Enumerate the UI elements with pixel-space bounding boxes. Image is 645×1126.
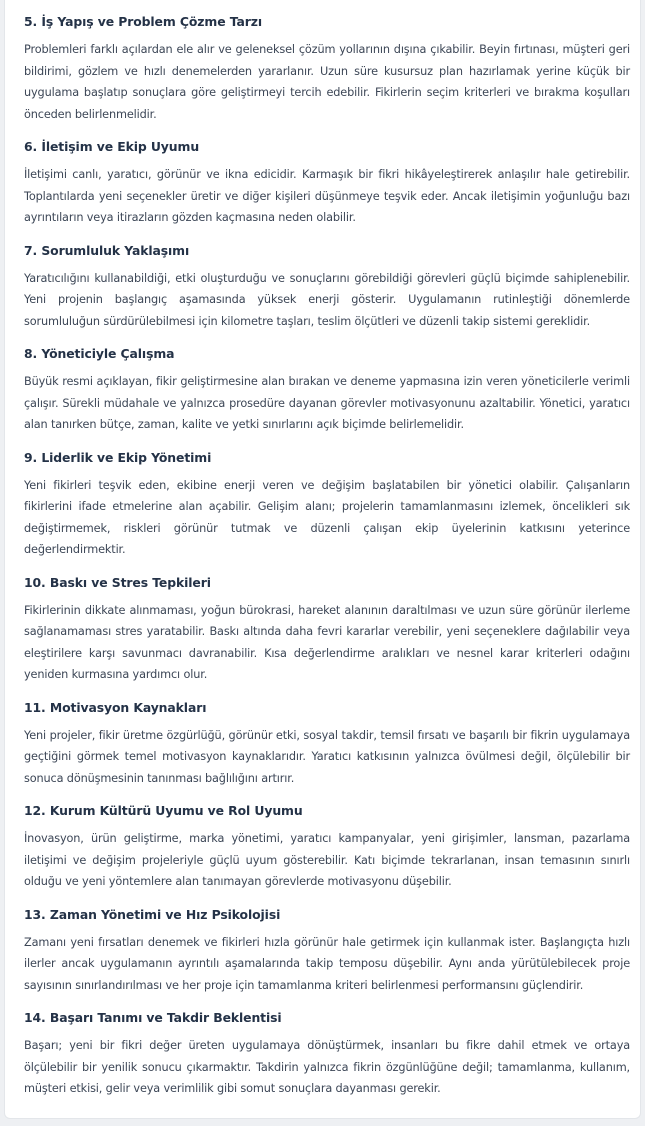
section-heading: 13. Zaman Yönetimi ve Hız Psikolojisi (24, 906, 281, 922)
section-paragraph: Fikirlerinin dikkate alınmaması, yoğun bürokrasi, hareket alanının daraltılması ve uzun süre görünür ilerleme sağlanamaması stres yaratabilir. Baskı altında daha fevri kararlar verebilir, yeni seçeneklere dağılabilir veya eleştirilere karşı savunmacı davranabilir. Kısa değerlendirme aralıkları ve nesnel karar kriterleri odağını yeniden kurmasına yardımcı olur. (24, 603, 630, 681)
section-heading: 11. Motivasyon Kaynakları (24, 699, 207, 715)
section-heading: 9. Liderlik ve Ekip Yönetimi (24, 449, 212, 465)
section-6 (24, 139, 630, 229)
section-paragraph: Başarı; yeni bir fikri değer üreten uygulamaya dönüştürmek, insanları bu fikre dahil etmek ve ortaya ölçülebilir bir yenilik sonucu çıkarmaktır. Takdirin yalnızca fikrin özgünlüğüne değil; tamamlanma, kullanım, müşteri etkisi, gelir veya verimlilik gibi somut sonuçlara dayanması gerekir. (24, 1039, 630, 1095)
section-14 (24, 1010, 630, 1100)
section-11 (24, 700, 630, 790)
section-paragraph: Büyük resmi açıklayan, fikir geliştirmesine alan bırakan ve deneme yapmasına izin veren yöneticilerle verimli çalışır. Sürekli müdahale ve yalnızca prosedüre dayanan görevler motivasyonunu azaltabilir. Yönetici, yaratıcı alan tanırken bütçe, zaman, kalite ve yetki sınırlarını açık biçimde belirlemelidir. (24, 375, 630, 431)
section-paragraph: Yeni fikirleri teşvik eden, ekibine enerji veren ve değişim başlatabilen bir yönetici olabilir. Çalışanların fikirlerini ifade etmelerine alan açabilir. Gelişim alanı; projelerin tamamlanmasını izlemek, öncelikleri sık değiştirmemek, riskleri görünür tutmak ve düzenli çalışan ekip üyelerinin katkısını yeterince değerlendirmektir. (24, 478, 630, 556)
section-13 (24, 907, 630, 997)
section-12 (24, 803, 630, 893)
section-heading: 10. Baskı ve Stres Tepkileri (24, 574, 211, 590)
section-10 (24, 575, 630, 686)
section-paragraph: İnovasyon, ürün geliştirme, marka yönetimi, yaratıcı kampanyalar, yeni girişimler, lansman, pazarlama iletişimi ve değişim projeleriyle güçlü uyum gösterebilir. Katı biçimde tekrarlanan, insan temasının sınırlı olduğu ve yeni yöntemlere alan tanımayan görevlerde motivasyonu düşebilir. (24, 832, 630, 888)
section-heading: 14. Başarı Tanımı ve Takdir Beklentisi (24, 1010, 282, 1025)
section-heading: 7. Sorumluluk Yaklaşımı (24, 242, 190, 258)
section-7 (24, 243, 630, 333)
section-paragraph: Yaratıcılığını kullanabildiği, etki oluşturduğu ve sonuçlarını görebildiği görevleri güçlü biçimde sahiplenebilir. Yeni projenin başlangıç aşamasında yüksek enerji gösterir. Uygulamanın rutinleştiği dönemlerde sorumluluğun sürdürülebilmesi için kilometre taşları, teslim ölçütleri ve düzenli takip sistemi gereklidir. (24, 271, 630, 328)
section-paragraph: Zamanı yeni fırsatları denemek ve fikirleri hızla görünür hale getirmek için kullanmak ister. Başlangıçta hızlı ilerler ancak uygulamanın ayrıntılı aşamalarında takip temposu düşebilir. Aynı anda yürütülebilecek proje sayısının sınırlandırılması ve her proje için tamamlanma kriteri belirlenmesi performansını güçlendirir. (24, 935, 630, 992)
section-heading: 5. İş Yapış ve Problem Çözme Tarzı (24, 14, 263, 29)
section-5 (24, 14, 630, 125)
section-heading: 8. Yöneticiyle Çalışma (24, 346, 175, 361)
section-paragraph: İletişimi canlı, yaratıcı, görünür ve ikna edicidir. Karmaşık bir fikri hikâyeleştirerek anlaşılır hale getirebilir. Toplantılarda yeni seçenekler üretir ve diğer kişileri düşünmeye teşvik eder. Ancak iletişimin yoğunluğu bazı ayrıntıların veya itirazların gözden kaçmasına neden olabilir. (24, 168, 630, 224)
section-9 (24, 450, 630, 561)
report-card (4, 0, 641, 1119)
section-paragraph: Yeni projeler, fikir üretme özgürlüğü, görünür etki, sosyal takdir, temsil fırsatı ve başarılı bir fikrin uygulamaya geçtiğini görmek temel motivasyon kaynaklarıdır. Yaratıcı katkısının yalnızca övülmesi değil, ölçülebilir bir sonuca dönüşmesinin tanınması bağlılığını artırır. (24, 728, 630, 785)
section-paragraph: Problemleri farklı açılardan ele alır ve geleneksel çözüm yollarının dışına çıkabilir. Beyin fırtınası, müşteri geri bildirimi, gözlem ve hızlı denemelerden yararlanır. Uzun süre kusursuz plan hazırlamak yerine küçük bir uygulama başlatıp sonuçlara göre geliştirmeyi tercih edebilir. Fikirlerin seçim kriterleri ve bırakma koşulları önceden belirlenmelidir. (24, 43, 630, 121)
section-heading: 12. Kurum Kültürü Uyumu ve Rol Uyumu (24, 803, 303, 818)
section-heading: 6. İletişim ve Ekip Uyumu (24, 139, 200, 154)
section-8 (24, 346, 630, 436)
